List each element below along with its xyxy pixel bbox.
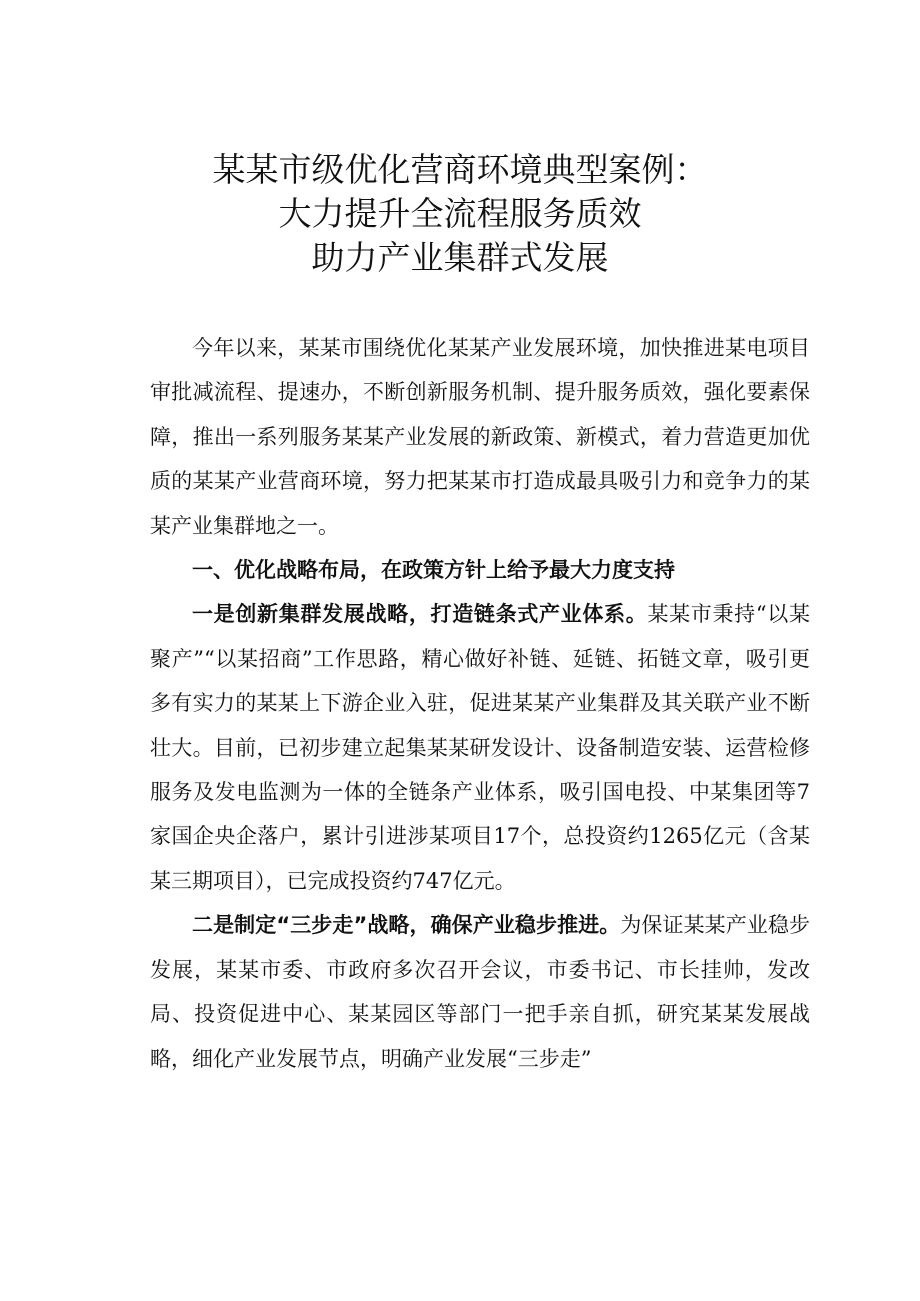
document-body (150, 326, 810, 1081)
section-1-heading: 一、优化战略布局，在政策方针上给予最大力度支持 (192, 558, 675, 583)
paragraph-1-lead: 一是创新集群发展战略，打造链条式产业体系。 (192, 602, 648, 627)
intro-paragraph: 今年以来，某某市围绕优化某某产业发展环境，加快推进某电项目审批减流程、提速办，不断创新服务机制、提升服务质效，强化要素保障，推出一系列服务某某产业发展的新政策、新模式，着力营造更加优质的某某产业营商环境，努力把某某市打造成最具吸引力和竞争力的某某产业集群地之一。 (150, 336, 810, 538)
title-line-1: 某某市级优化营商环境典型案例： (212, 150, 708, 189)
title-line-3: 助力产业集群式发展 (311, 238, 609, 277)
title-line-2: 大力提升全流程服务质效 (278, 194, 642, 233)
paragraph-2-text: 为保证某某产业稳步发展，某某市委、市政府多次召开会议，市委书记、市长挂帅，发改局、投资促进中心、某某园区等部门一把手亲自抓，研究某某发展战略，细化产业发展节点，明确产业发展“三步走” (150, 913, 811, 1071)
paragraph-2 (150, 903, 810, 1081)
paragraph-1 (150, 592, 810, 903)
paragraph-1-text: 某某市秉持“以某聚产”“以某招商”工作思路，精心做好补链、延链、拓链文章，吸引更多有实力的某某上下游企业入驻，促进某某产业集群及其关联产业不断壮大。目前，已初步建立起集某某研发设计、设备制造安装、运营检修服务及发电监测为一体的全链条产业体系，吸引国电投、中某集团等7家国企央企落户，累计引进涉某项目17个，总投资约1265亿元（含某某三期项目），已完成投资约747亿元。 (150, 602, 810, 893)
document-title (120, 148, 800, 280)
paragraph-2-lead: 二是制定“三步走”战略，确保产业稳步推进。 (192, 913, 621, 938)
